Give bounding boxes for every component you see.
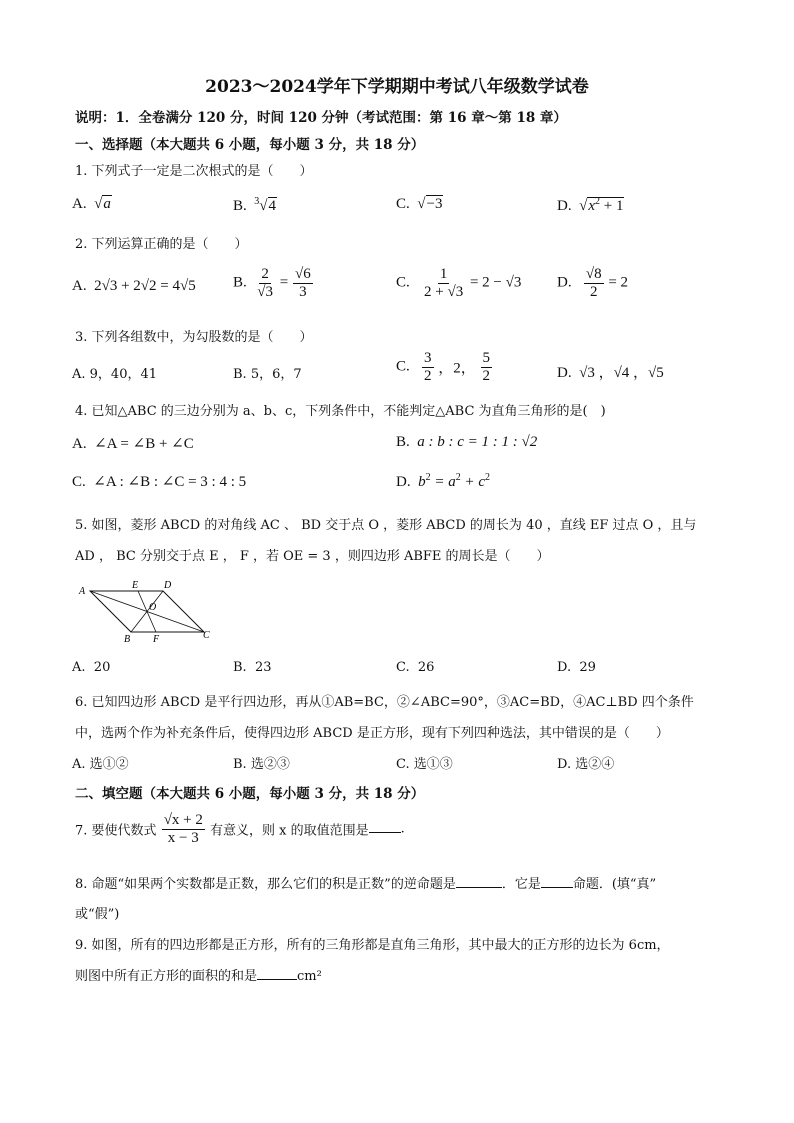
q4-option-b: B. a : b : c = 1 : 1 : √2 <box>396 434 538 450</box>
fig-label-d: D <box>164 580 172 591</box>
fig-label-c: C <box>203 630 210 641</box>
q5-option-a: A. 20 <box>72 660 111 675</box>
q1-option-d: D. $√x^2 + 1$ <box>557 196 624 214</box>
q5-option-b: B. 23 <box>233 660 272 675</box>
q6-stem-line2: 中，选两个作为补充条件后，使得四边形 ABCD 是正方形，现有下列四种选法，其中错误的是（ ） <box>75 726 669 741</box>
q8-question: 8. 命题“如果两个实数都是正数，那么它们的积是正数”的逆命题是 ．它是 命题．(填“真” <box>75 877 657 892</box>
q2-option-a: A. 2√3 + 2√2 = 4√5 <box>72 278 196 294</box>
exam-note: 说明：1．全卷满分 120 分，时间 120 分钟（考试范围：第 16 章～第 18 章） <box>75 110 567 126</box>
q6-option-c: C. 选①③ <box>396 757 453 772</box>
page-title: 2023～2024学年下学期期中考试八年级数学试卷 <box>205 77 589 97</box>
q9-line2: 则图中所有正方形的面积的和是 cm² <box>75 969 322 984</box>
q9-answer-blank[interactable] <box>257 967 297 980</box>
q6-option-a: A. 选①② <box>72 757 129 772</box>
q3-stem: 3. 下列各组数中，为勾股数的是（ ） <box>75 330 313 345</box>
section-choice-heading: 一、选择题（本大题共 6 小题，每小题 3 分，共 18 分） <box>75 137 425 153</box>
q3-option-d: D. √3 ，√4 ，√5 <box>557 365 664 381</box>
q4-stem: 4. 已知△ABC 的三边分别为 a、b、c，下列条件中，不能判定△ABC 为直角三角形的是( ) <box>75 404 606 419</box>
q8-answer-blank-1[interactable] <box>456 875 502 888</box>
q1-option-c: C. √−3 <box>396 196 443 212</box>
q4-option-d: D. $b^2 = a^2 + c^2$ <box>396 472 490 490</box>
q6-stem-line1: 6. 已知四边形 ABCD 是平行四边形，再从①AB=BC，②∠ABC=90°，③AC=BD，④AC⊥BD 四个条件 <box>75 695 694 710</box>
q1-stem: 1. 下列式子一定是二次根式的是（ ） <box>75 164 313 179</box>
q4-option-a: A. ∠A = ∠B + ∠C <box>72 436 194 452</box>
q5-stem-line1: 5. 如图，菱形 ABCD 的对角线 AC 、 BD 交于点 O ，菱形 ABCD 的周长为 40 ，直线 EF 过点 O ，且与 <box>75 518 697 533</box>
q3-option-b: B. 5，6，7 <box>233 367 302 382</box>
fig-label-f: F <box>153 634 160 645</box>
q7-question: 7. 要使代数式 $\frac{√x + 2}{x - 3}$ 有意义，则 x 的取值范围是 . <box>75 812 405 846</box>
q5-option-c: C. 26 <box>396 660 435 675</box>
q5-stem-line2: AD ， BC 分别交于点 E ， F ，若 OE = 3 ，则四边形 ABFE 的周长是（ ） <box>75 549 550 564</box>
q2-option-c: C. $\frac{1}{2 + √3}$ = 2 − √3 <box>396 266 522 300</box>
q3-option-a: A. 9，40，41 <box>72 367 158 382</box>
q7-answer-blank[interactable] <box>369 820 401 833</box>
q2-stem: 2. 下列运算正确的是（ ） <box>75 237 248 252</box>
fig-label-o: O <box>149 602 157 613</box>
q2-option-d: D. $\frac{√8}{2}$ = 2 <box>557 266 629 300</box>
q2-option-b: B. $\frac{2}{√3}$ = $\frac{√6}{3}$ <box>233 266 311 300</box>
q1-option-b: B. $^3$√4 <box>233 196 276 214</box>
q9-line1: 9. 如图，所有的四边形都是正方形，所有的三角形都是直角三角形，其中最大的正方形的边长为 6cm， <box>75 938 670 953</box>
q8-answer-blank-2[interactable] <box>541 875 573 888</box>
rhombus-figure <box>76 578 216 646</box>
q1-option-a: A. √a <box>72 196 111 212</box>
fig-label-e: E <box>132 580 139 591</box>
q6-option-b: B. 选②③ <box>233 757 290 772</box>
q3-option-c: C. $\frac{3}{2}$ ，2， $\frac{5}{2}$ <box>396 350 491 384</box>
fig-label-a: A <box>79 586 86 597</box>
fig-label-b: B <box>124 634 131 645</box>
section-fill-heading: 二、填空题（本大题共 6 小题，每小题 3 分，共 18 分） <box>75 786 425 802</box>
q4-option-c: C. ∠A : ∠B : ∠C = 3 : 4 : 5 <box>72 474 247 490</box>
q6-option-d: D. 选②④ <box>557 757 615 772</box>
q8-line2: 或“假”) <box>75 907 120 922</box>
q5-option-d: D. 29 <box>557 660 596 675</box>
